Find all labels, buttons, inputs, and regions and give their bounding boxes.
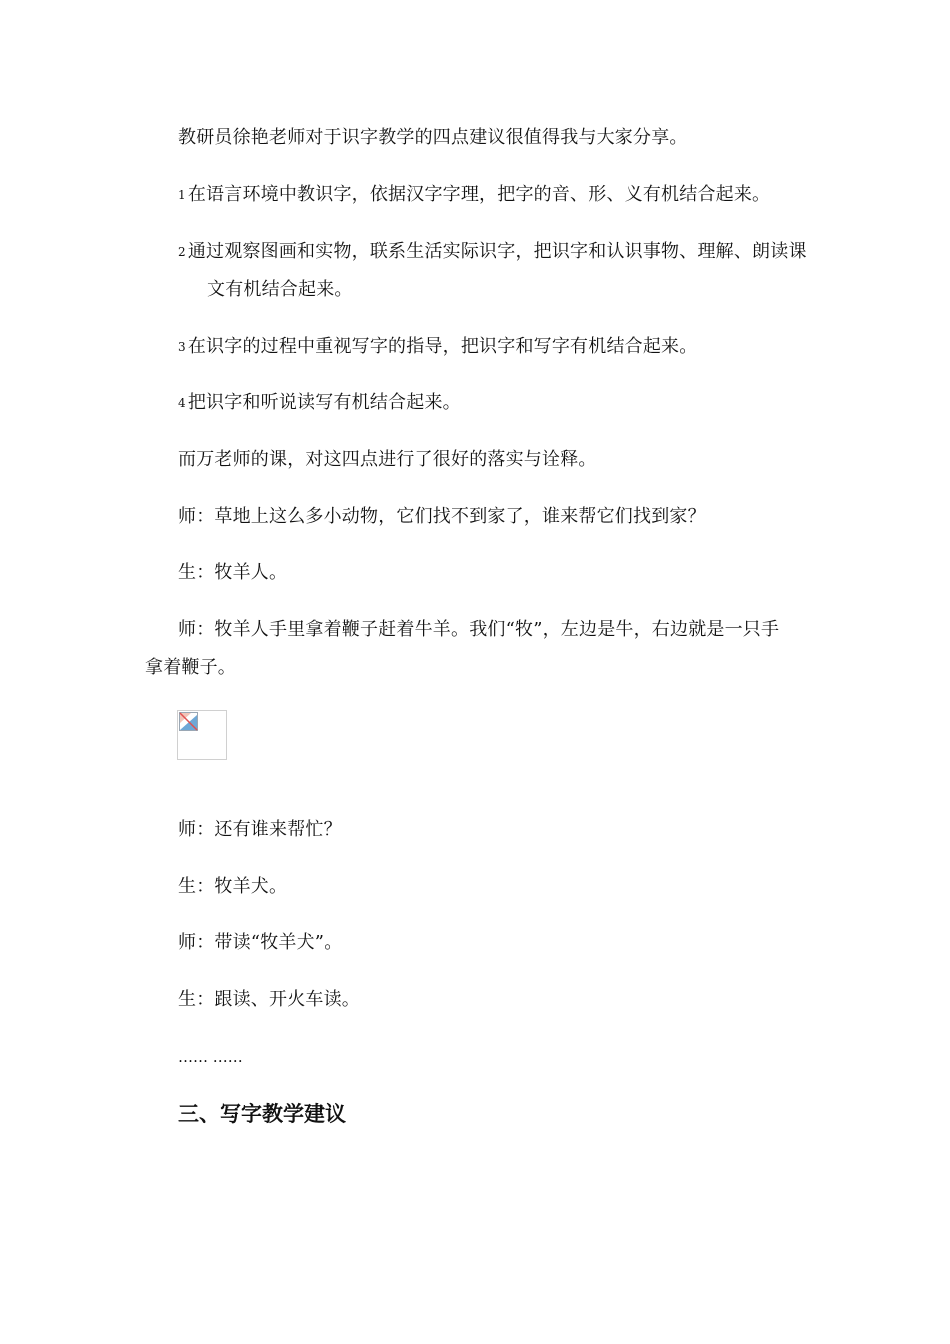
point-1 <box>178 183 770 207</box>
point-text: 在语言环境中教识字，依据汉字字理，把字的音、形、义有机结合起来。 <box>187 184 771 205</box>
point-2 <box>178 240 807 264</box>
dialogue-line: 生：牧羊犬。 <box>178 876 288 897</box>
point-number: 2 <box>178 245 186 259</box>
dialogue-line: 生：牧羊人。 <box>178 562 288 583</box>
dialogue-line: 师：草地上这么多小动物，它们找不到家了，谁来帮它们找到家？ <box>178 506 706 527</box>
intro-paragraph: 教研员徐艳老师对于识字教学的四点建议很值得我与大家分享。 <box>178 127 688 148</box>
dialogue-line: 师：带读“牧羊犬”。 <box>178 932 343 953</box>
dialogue-line-continuation: 拿着鞭子。 <box>145 657 236 678</box>
dialogue-line: 师：还有谁来帮忙？ <box>178 819 342 840</box>
point-2-continuation: 文有机结合起来。 <box>207 279 353 300</box>
point-4 <box>178 391 461 415</box>
point-number: 3 <box>178 340 186 354</box>
point-text: 通过观察图画和实物，联系生活实际识字，把识字和认识事物、理解、朗读课 <box>187 241 807 262</box>
point-text: 在识字的过程中重视写字的指导，把识字和写字有机结合起来。 <box>187 336 698 357</box>
point-text: 把识字和听说读写有机结合起来。 <box>187 392 461 413</box>
dialogue-line: 师：牧羊人手里拿着鞭子赶着牛羊。我们“牧”，左边是牛，右边就是一只手 <box>178 619 780 640</box>
broken-image-icon <box>179 712 199 732</box>
point-3 <box>178 335 697 359</box>
section-heading: 三、写字教学建议 <box>178 1102 346 1126</box>
point-number: 4 <box>178 396 186 410</box>
summary-paragraph: 而万老师的课，对这四点进行了很好的落实与诠释。 <box>178 449 597 470</box>
embedded-image <box>177 710 227 760</box>
point-number: 1 <box>178 188 186 202</box>
dialogue-line: 生：跟读、开火车读。 <box>178 989 360 1010</box>
ellipsis-line: …… …… <box>178 1048 243 1066</box>
